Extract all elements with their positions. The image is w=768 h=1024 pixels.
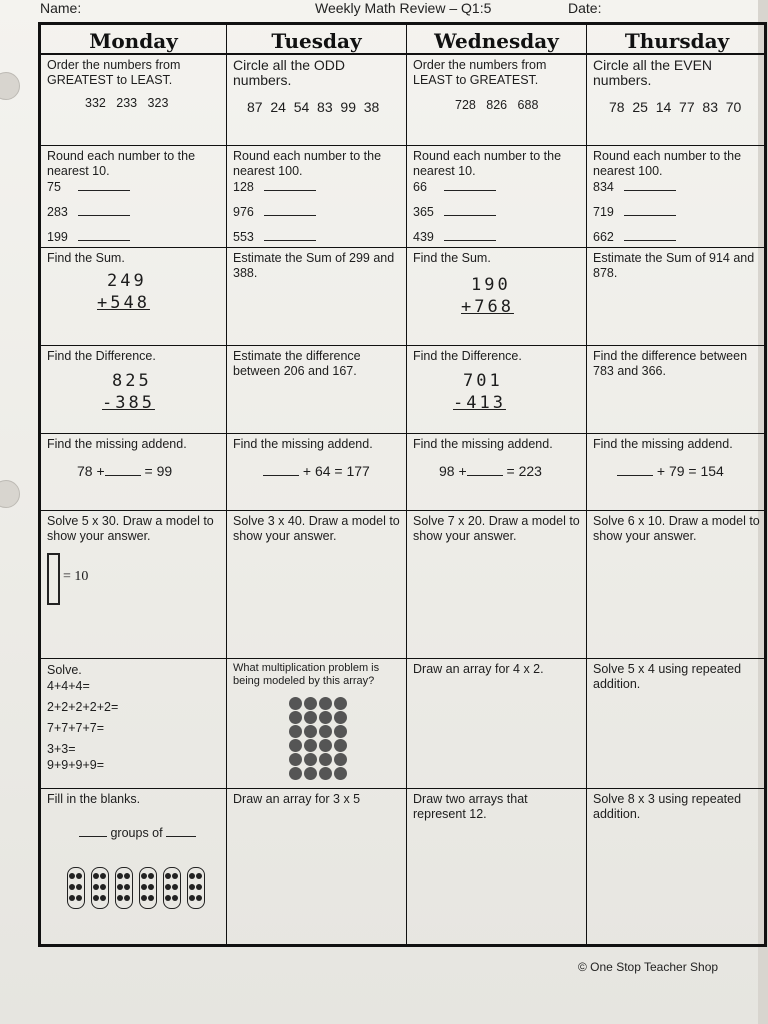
cell-wed-missing-addend <box>407 434 586 510</box>
day-header-thursday: Thursday <box>624 29 730 53</box>
name-label: Name: <box>40 0 82 16</box>
prompt-text: Solve 3 x 40. Draw a model to show your answer. <box>233 514 400 543</box>
prompt-text: Solve. <box>47 663 82 677</box>
cell-wed-array <box>407 659 586 788</box>
array-dot <box>334 739 347 752</box>
number-list: 332 233 323 <box>85 96 169 110</box>
prompt-text: Round each number to the nearest 100. <box>233 149 382 178</box>
round-item: 662 <box>593 229 761 245</box>
cell-wed-order <box>407 55 586 145</box>
prompt-text: Solve 7 x 20. Draw a model to show your answer. <box>413 514 580 543</box>
prompt-text: Solve 6 x 10. Draw a model to show your answer. <box>593 514 760 543</box>
subtrahend: -413 <box>453 393 506 413</box>
prompt-text: Draw an array for 3 x 5 <box>233 792 361 806</box>
addend-top: 249 <box>107 271 147 291</box>
prompt-text: Estimate the difference between 206 and 167. <box>233 349 361 378</box>
cell-tue-array-question <box>227 659 406 788</box>
array-dot <box>289 725 302 738</box>
cell-thu-repeated-add <box>587 659 767 788</box>
prompt-text: Find the Difference. <box>47 349 156 363</box>
array-dot <box>289 739 302 752</box>
tens-label: = 10 <box>63 569 89 584</box>
cell-mon-missing-addend <box>41 434 226 510</box>
round-item: 66 <box>413 179 580 195</box>
prompt-text: Circle all the EVEN numbers. <box>593 57 713 88</box>
addend-bottom: +548 <box>97 293 150 313</box>
array-dot <box>304 753 317 766</box>
cell-tue-odd <box>227 55 406 145</box>
cell-tue-array-3x5 <box>227 789 406 944</box>
repeated-addition: 3+3= <box>47 742 76 756</box>
groups-sentence: groups of <box>47 825 220 841</box>
cell-mon-difference <box>41 346 226 433</box>
cell-thu-repeated-add <box>587 789 767 944</box>
dot-group <box>91 867 109 909</box>
prompt-text: Order the numbers from GREATEST to LEAST. <box>47 58 181 87</box>
cell-thu-difference <box>587 346 767 433</box>
dot-group <box>163 867 181 909</box>
array-dot <box>319 753 332 766</box>
subtraction-problem <box>47 370 220 414</box>
array-dot <box>319 697 332 710</box>
repeated-addition: 4+4+4= <box>47 679 90 693</box>
equation: 98 + = 223 <box>439 463 542 479</box>
cell-thu-round <box>587 146 767 246</box>
array-dot <box>304 697 317 710</box>
cell-wed-two-arrays <box>407 789 586 944</box>
repeated-addition: 9+9+9+9= <box>47 758 105 772</box>
worksheet-title: Weekly Math Review – Q1:5 <box>315 0 492 16</box>
dot-group <box>187 867 205 909</box>
array-dot <box>304 725 317 738</box>
dot-group <box>139 867 157 909</box>
cell-wed-difference <box>407 346 586 433</box>
equation: + 64 = 177 <box>233 464 400 479</box>
addition-problem <box>47 270 220 314</box>
dot-group <box>115 867 133 909</box>
prompt-text: Draw an array for 4 x 2. <box>413 662 544 676</box>
prompt-text: Order the numbers from LEAST to GREATEST. <box>413 58 547 87</box>
addend-bottom: +768 <box>461 297 514 317</box>
subtrahend: -385 <box>102 393 155 413</box>
day-header-monday: Monday <box>89 29 178 53</box>
dot-array <box>289 697 353 781</box>
round-item: 365 <box>413 204 580 220</box>
array-dot <box>304 739 317 752</box>
dot-group <box>67 867 85 909</box>
array-dot <box>304 767 317 780</box>
prompt-text: What multiplication problem is being modeled by this array? <box>233 662 380 687</box>
round-item: 75 <box>47 179 220 195</box>
cell-wed-round <box>407 146 586 246</box>
cell-mon-solve <box>41 659 226 788</box>
cell-wed-model <box>407 511 586 658</box>
round-item: 719 <box>593 204 761 220</box>
prompt-text: Draw two arrays that represent 12. <box>413 792 528 821</box>
array-dot <box>334 767 347 780</box>
prompt-text: Find the missing addend. <box>593 437 733 451</box>
dot-groups <box>67 867 217 911</box>
prompt-text: Solve 8 x 3 using repeated addition. <box>593 792 742 821</box>
subtraction-problem <box>413 370 580 414</box>
cell-wed-sum <box>407 248 586 345</box>
prompt-text: Estimate the Sum of 299 and 388. <box>233 251 395 280</box>
cell-thu-even <box>587 55 767 145</box>
prompt-text: Fill in the blanks. <box>47 792 141 806</box>
repeated-addition: 7+7+7+7= <box>47 721 105 735</box>
round-item: 439 <box>413 229 580 245</box>
cell-thu-missing-addend <box>587 434 767 510</box>
day-header-wednesday: Wednesday <box>434 29 559 53</box>
round-item: 128 <box>233 179 400 195</box>
prompt-text: Find the missing addend. <box>47 437 187 451</box>
cell-mon-model <box>41 511 226 658</box>
binder-hole <box>0 72 20 100</box>
prompt-text: Find the Difference. <box>413 349 522 363</box>
array-dot <box>289 697 302 710</box>
cell-thu-model <box>587 511 767 658</box>
addend-top: 190 <box>471 275 511 295</box>
round-item: 976 <box>233 204 400 220</box>
addition-problem <box>413 274 580 318</box>
prompt-text: Find the Sum. <box>413 251 491 265</box>
prompt-text: Find the Sum. <box>47 251 125 265</box>
prompt-text: Round each number to the nearest 100. <box>593 149 742 178</box>
cell-mon-fill-blanks <box>41 789 226 944</box>
prompt-text: Find the missing addend. <box>413 437 553 451</box>
cell-tue-missing-addend <box>227 434 406 510</box>
prompt-text: Estimate the Sum of 914 and 878. <box>593 251 755 280</box>
prompt-text: Solve 5 x 30. Draw a model to show your answer. <box>47 514 214 543</box>
number-list: 87 24 54 83 99 38 <box>247 99 380 115</box>
array-dot <box>334 697 347 710</box>
prompt-text: Round each number to the nearest 10. <box>47 149 196 178</box>
review-grid <box>38 22 767 947</box>
prompt-text: Round each number to the nearest 10. <box>413 149 562 178</box>
prompt-text: Find the missing addend. <box>233 437 373 451</box>
equation: 78 + = 99 <box>77 463 173 479</box>
number-list: 728 826 688 <box>455 98 539 112</box>
prompt-text: Find the difference between 783 and 366. <box>593 349 748 378</box>
round-item: 199 <box>47 229 220 245</box>
day-header-tuesday: Tuesday <box>271 29 362 53</box>
minuend: 825 <box>112 371 152 391</box>
array-dot <box>289 711 302 724</box>
prompt-text: Solve 5 x 4 using repeated addition. <box>593 662 742 691</box>
cell-mon-order <box>41 55 226 145</box>
array-dot <box>289 767 302 780</box>
prompt-text: Circle all the ODD numbers. <box>233 57 346 88</box>
repeated-addition: 2+2+2+2+2= <box>47 700 119 714</box>
footer-credit: © One Stop Teacher Shop <box>578 960 719 974</box>
array-dot <box>289 753 302 766</box>
cell-thu-estimate-sum <box>587 248 767 345</box>
array-dot <box>304 711 317 724</box>
array-dot <box>334 725 347 738</box>
array-dot <box>319 725 332 738</box>
array-dot <box>334 711 347 724</box>
round-item: 834 <box>593 179 761 195</box>
array-dot <box>319 767 332 780</box>
array-dot <box>319 739 332 752</box>
minuend: 701 <box>463 371 503 391</box>
number-list: 78 25 14 77 83 70 <box>609 99 742 115</box>
cell-mon-round <box>41 146 226 246</box>
array-dot <box>319 711 332 724</box>
date-label: Date: <box>568 0 602 16</box>
round-item: 553 <box>233 229 400 245</box>
cell-mon-sum <box>41 248 226 345</box>
tens-rod <box>47 553 60 605</box>
array-dot <box>334 753 347 766</box>
cell-tue-round <box>227 146 406 246</box>
cell-tue-estimate-sum <box>227 248 406 345</box>
cell-tue-estimate-diff <box>227 346 406 433</box>
cell-tue-model <box>227 511 406 658</box>
equation: + 79 = 154 <box>593 464 761 479</box>
binder-hole <box>0 480 20 508</box>
round-item: 283 <box>47 204 220 220</box>
